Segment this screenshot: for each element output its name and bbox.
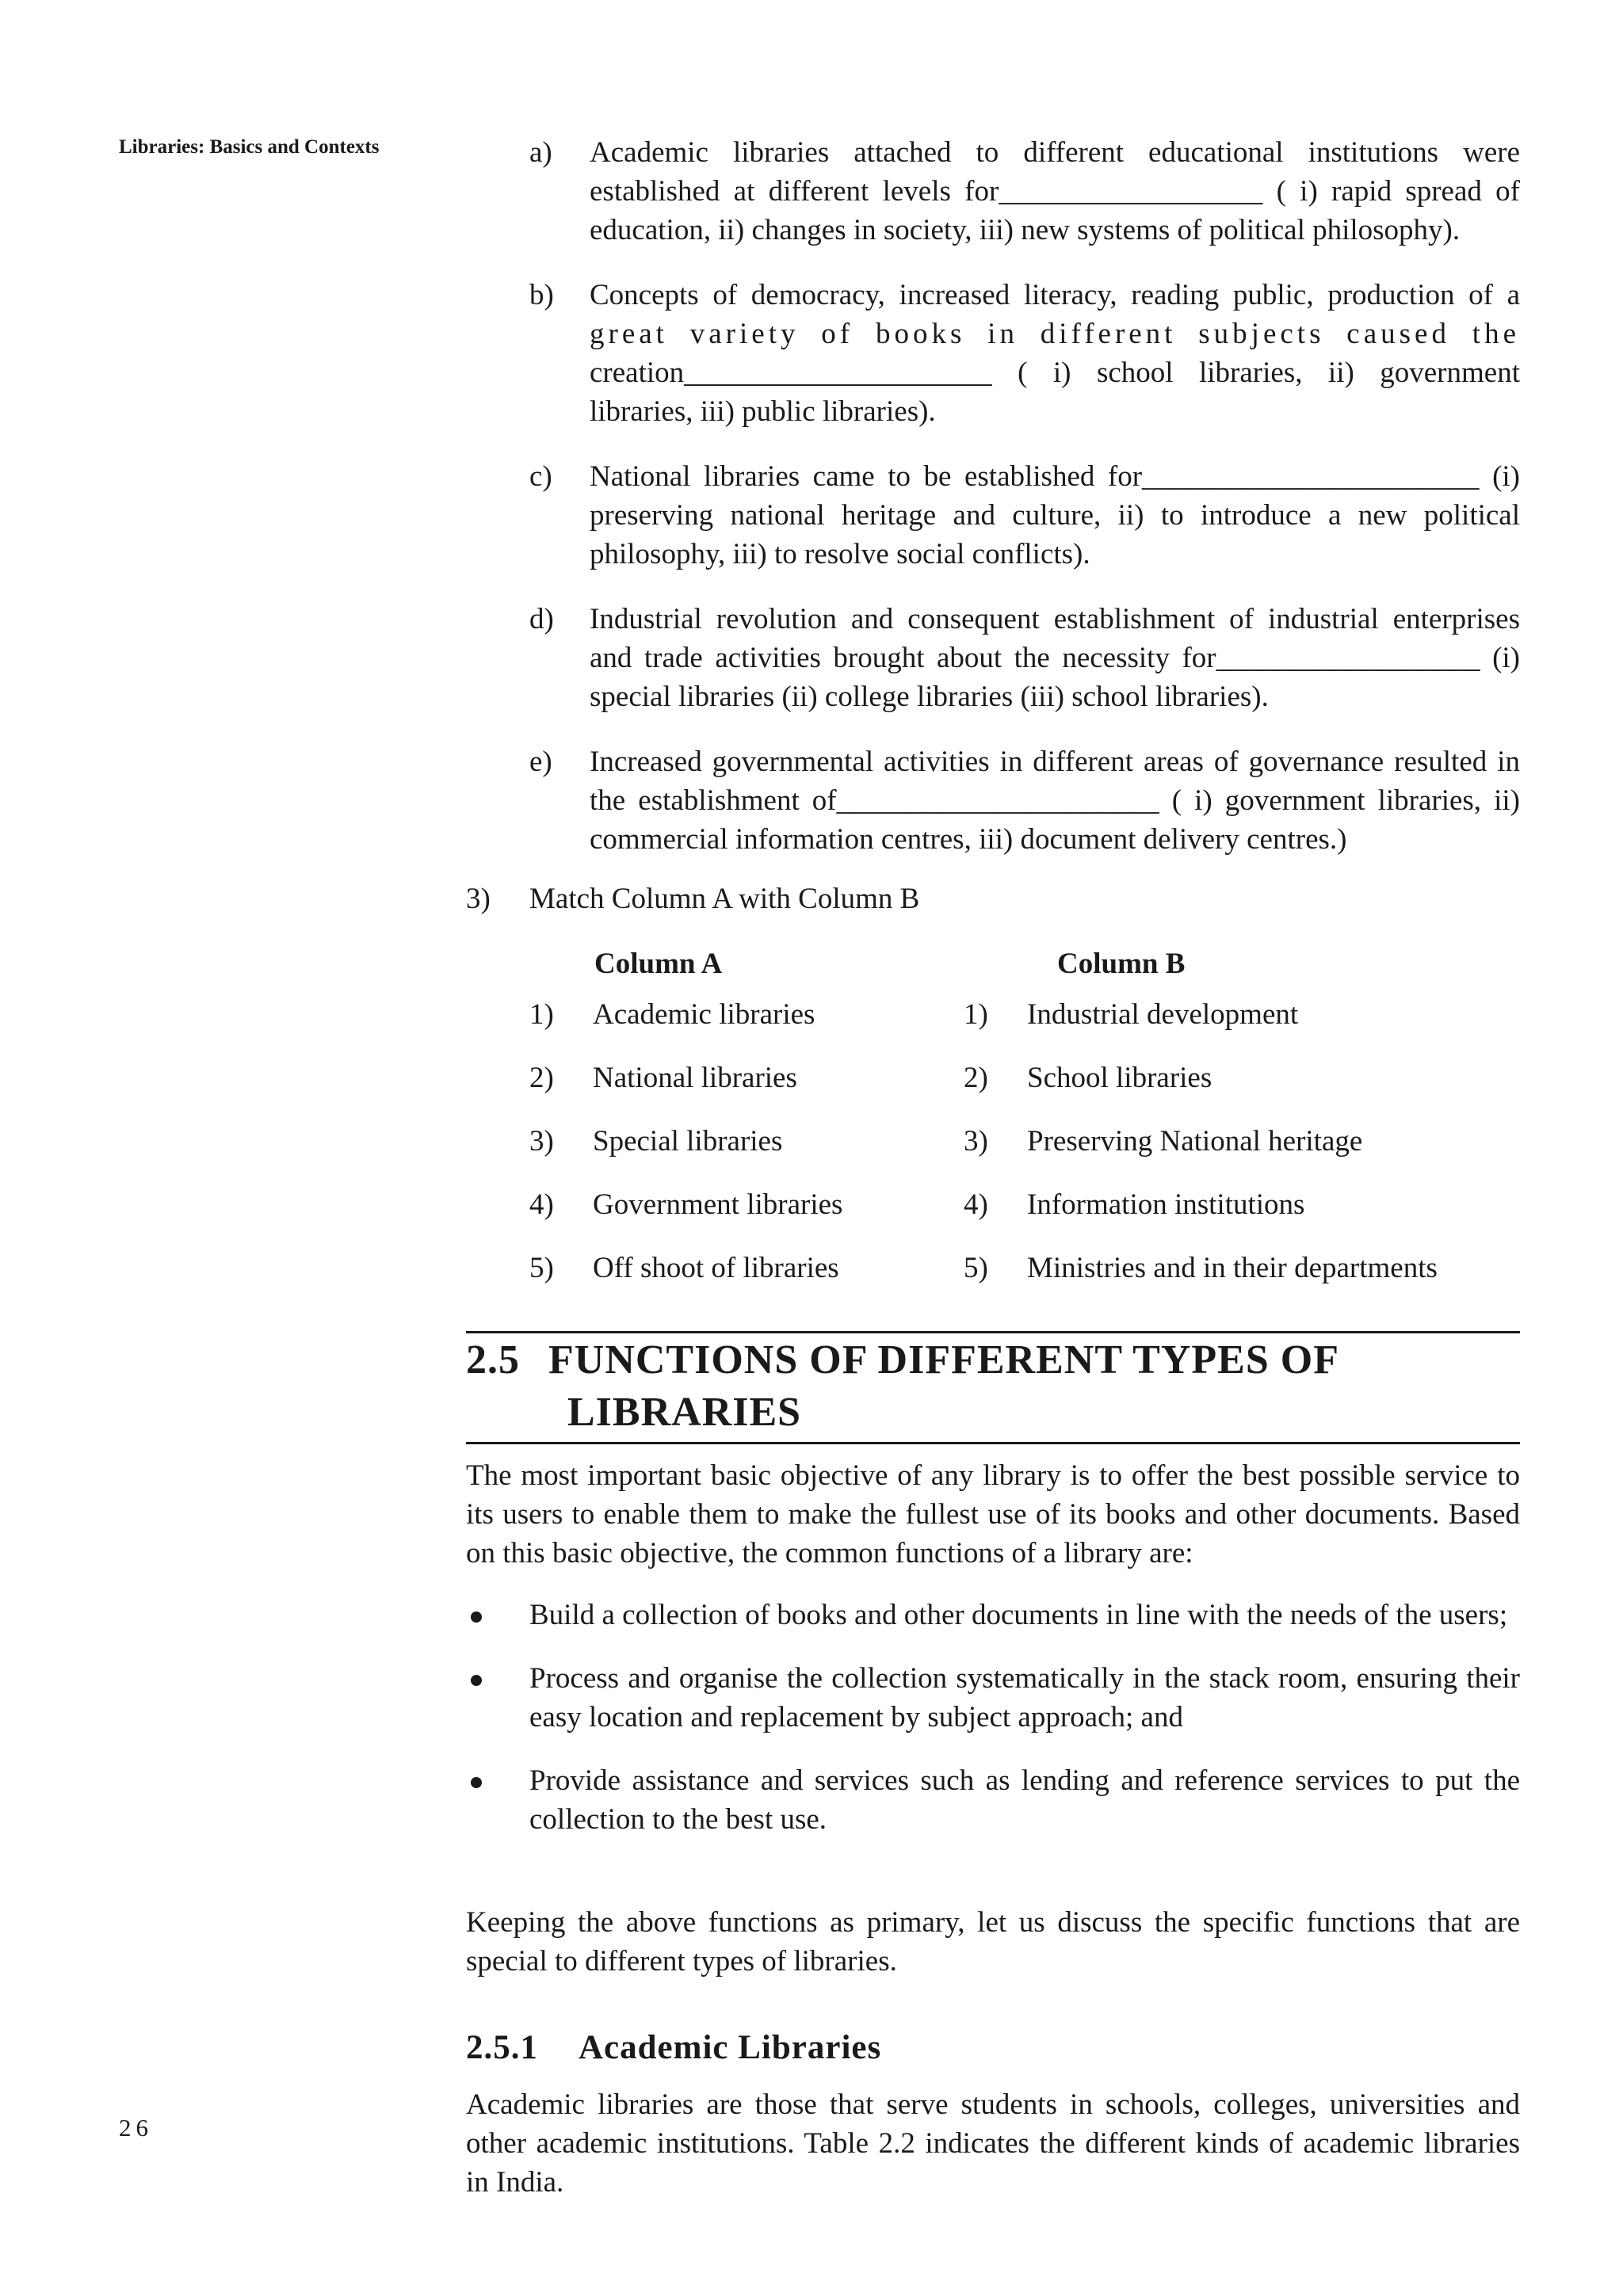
question-letter: e) (529, 746, 552, 778)
row-number-a: 2) (529, 1062, 554, 1094)
question-letter: c) (529, 460, 552, 493)
column-b-cell: Information institutions (1027, 1188, 1305, 1221)
column-a-cell: Off shoot of libraries (593, 1252, 839, 1284)
match-row (529, 1122, 1528, 1185)
row-number-b: 4) (964, 1188, 988, 1221)
match-table (529, 944, 1528, 1312)
match-row (529, 1249, 1528, 1312)
question-item-e (529, 742, 1520, 859)
bullet-item (466, 1596, 1520, 1634)
question-text: National libraries came to be established for_______________________ (i) preserving national heritage and culture, ii) to introduce a new political philosophy, iii) to resolve social conflicts). (590, 460, 1520, 570)
question-list (529, 133, 1520, 885)
page-number: 26 (119, 2114, 153, 2142)
bullet-text: Process and organise the collection systematically in the stack room, ensuring their easy location and replacement by subject approach; and (529, 1662, 1520, 1733)
section-rule-bottom (466, 1442, 1520, 1444)
bullet-dot-icon (471, 1777, 482, 1788)
column-a-cell: Government libraries (593, 1188, 843, 1221)
column-a-cell: Academic libraries (593, 998, 815, 1031)
column-a-heading: Column A (594, 948, 723, 980)
bullet-text: Build a collection of books and other documents in line with the needs of the users; (529, 1599, 1508, 1631)
column-b-cell: School libraries (1027, 1062, 1212, 1094)
bullet-item (466, 1761, 1520, 1839)
question-text: Industrial revolution and consequent establishment of industrial enterprises and trade activities brought about the necessity for__________________ (i) special libraries (ii) college libraries (iii) school libraries). (590, 603, 1520, 713)
academic-paragraph: Academic libraries are those that serve students in schools, colleges, universities and other academic institutions. Table 2.2 indicates the different kinds of academic libraries in India. (466, 2088, 1520, 2199)
column-b-cell: Ministries and in their departments (1027, 1252, 1438, 1284)
question-text: Academic libraries attached to different educational institutions were established at different levels for__________________ ( i) rapid spread of education, ii) changes in society, iii) new systems of political philosophy). (590, 136, 1520, 246)
bullet-text: Provide assistance and services such as lending and reference services to put the collection to the best use. (529, 1764, 1520, 1836)
match-header (529, 944, 1528, 995)
question-item-a (529, 133, 1520, 250)
row-number-a: 3) (529, 1125, 554, 1158)
section-title-line1: FUNCTIONS OF DIFFERENT TYPES OF (548, 1337, 1339, 1383)
question-item-c (529, 457, 1520, 574)
section-number: 2.5 (466, 1337, 520, 1383)
question-letter: b) (529, 279, 554, 311)
section-heading (466, 1334, 1339, 1439)
row-number-b: 3) (964, 1125, 988, 1158)
row-number-b: 1) (964, 998, 988, 1031)
question-item-d (529, 600, 1520, 716)
bullet-item (466, 1659, 1520, 1737)
section-rule-top (466, 1331, 1520, 1333)
question-letter: a) (529, 136, 552, 169)
match-row (529, 1058, 1528, 1122)
row-number-a: 4) (529, 1188, 554, 1221)
match-row (529, 1185, 1528, 1249)
question-text: Concepts of democracy, increased literacy, reading public, production of a (590, 279, 1520, 311)
subsection-heading (466, 2028, 881, 2067)
column-a-cell: National libraries (593, 1062, 797, 1094)
question-text: creation_____________________ ( i) school libraries, ii) government libraries, iii) public libraries). (590, 357, 1520, 428)
bullet-dot-icon (471, 1611, 482, 1623)
bullet-list (466, 1596, 1520, 1839)
question-number: 3) (466, 883, 491, 915)
subsection-title: Academic Libraries (579, 2029, 882, 2066)
question-text: Increased governmental activities in different areas of governance resulted in the establishment of______________________ ( i) government libraries, ii) commercial information centres, iii) document delivery centres.) (590, 746, 1520, 856)
question-item-b (529, 276, 1520, 431)
column-b-heading: Column B (1057, 948, 1186, 980)
row-number-a: 5) (529, 1252, 554, 1284)
row-number-a: 1) (529, 998, 554, 1031)
row-number-b: 5) (964, 1252, 988, 1284)
running-head: Libraries: Basics and Contexts (119, 136, 380, 158)
bullet-dot-icon (471, 1675, 482, 1686)
section-title-line2: LIBRARIES (567, 1390, 802, 1435)
column-a-cell: Special libraries (593, 1125, 783, 1158)
question-text: Match Column A with Column B (529, 883, 920, 915)
question-letter: d) (529, 603, 554, 635)
column-b-cell: Preserving National heritage (1027, 1125, 1363, 1158)
match-row (529, 995, 1528, 1058)
subsection-number: 2.5.1 (466, 2029, 538, 2066)
question-text-spaced: great variety of books in different subjects caused the (590, 318, 1520, 350)
keeping-paragraph: Keeping the above functions as primary, let us discuss the specific functions that are special to different types of libraries. (466, 1906, 1520, 1978)
row-number-b: 2) (964, 1062, 988, 1094)
question-3 (466, 879, 919, 918)
column-b-cell: Industrial development (1027, 998, 1299, 1031)
intro-paragraph: The most important basic objective of any library is to offer the best possible service to its users to enable them to make the fullest use of its books and other documents. Based on this basic objective, the common functions of a library are: (466, 1459, 1520, 1569)
